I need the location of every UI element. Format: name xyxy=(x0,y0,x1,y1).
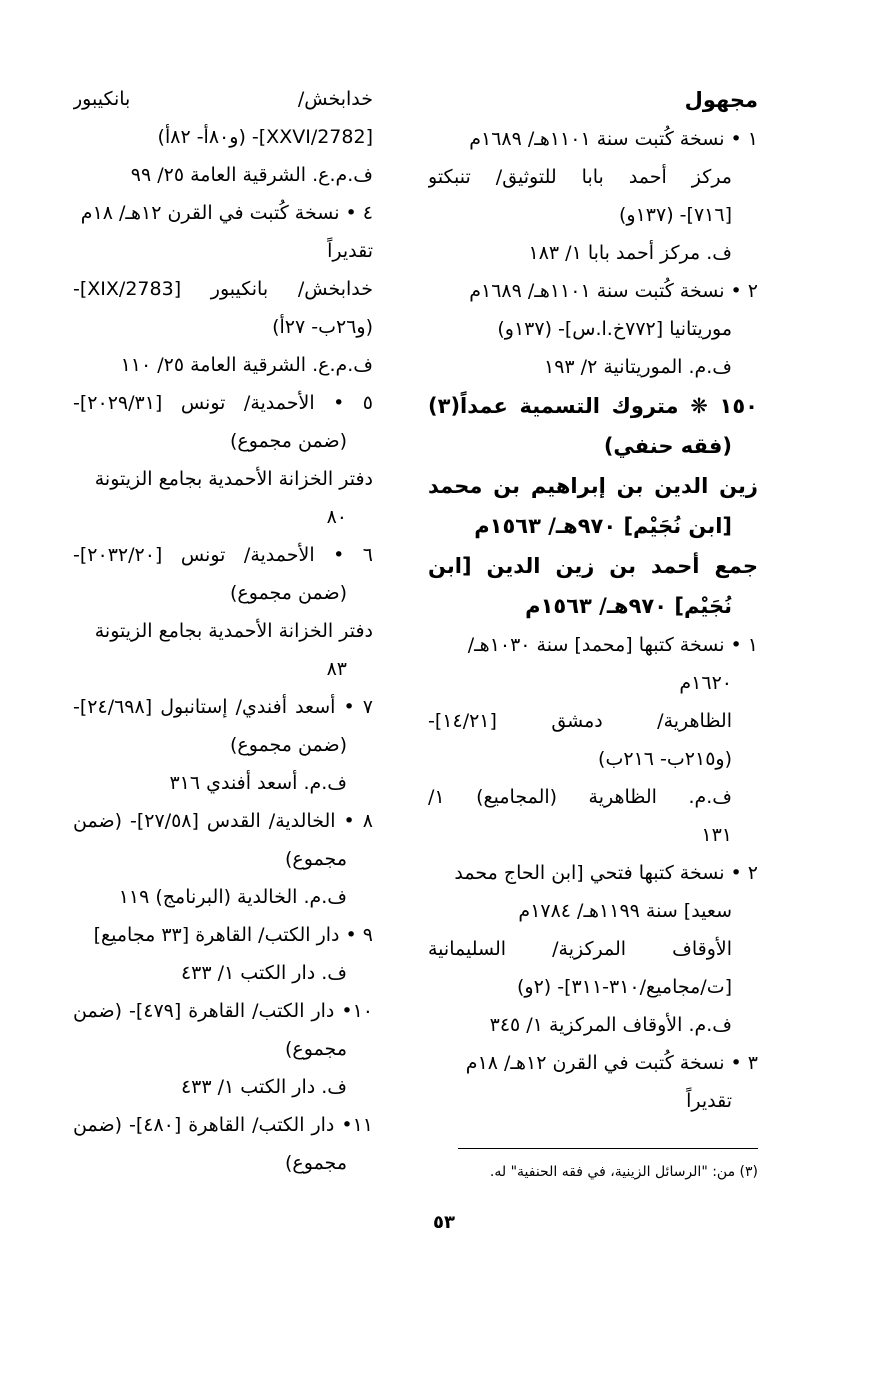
right-column-line: جمع أحمد بن زين الدين [ابن xyxy=(428,554,758,578)
right-column-line: مجهول xyxy=(684,88,758,112)
left-column-line: ف.م.ع. الشرقية العامة ٢٥/ ٩٩ xyxy=(130,164,373,186)
left-column-line: دفتر الخزانة الأحمدية بجامع الزيتونة xyxy=(94,468,373,490)
left-column-line: ٦ • الأحمدية/ تونس [٢٠٣٢/٢٠]- xyxy=(73,544,373,566)
left-column-line: ف. دار الكتب ١/ ٤٣٣ xyxy=(180,962,347,984)
right-column-line: نُجَيْم] ٩٧٠هـ/ ١٥٦٣م xyxy=(525,594,732,618)
right-column-line: (و٢١٥ب- ٢١٦ب) xyxy=(598,748,732,770)
right-column-line: الأوقاف المركزية/ السليمانية xyxy=(428,938,732,960)
right-column-line: ف.م. الموريتانية ٢/ ١٩٣ xyxy=(544,356,732,378)
left-column-line: مجموع) xyxy=(285,1038,347,1060)
right-column-line: زين الدين بن إبراهيم بن محمد xyxy=(428,474,758,498)
left-column-line: (ضمن مجموع) xyxy=(229,582,347,604)
right-column-line: ف. مركز أحمد بابا ١/ ١٨٣ xyxy=(528,242,732,264)
right-column-line: ١ • نسخة كُتبت سنة ١١٠١هـ/ ١٦٨٩م xyxy=(469,128,758,150)
left-column-line: ٥ • الأحمدية/ تونس [٢٠٢٩/٣١]- xyxy=(73,392,373,414)
footnote-separator xyxy=(458,1148,758,1149)
left-column-line: ف.م.ع. الشرقية العامة ٢٥/ ١١٠ xyxy=(120,354,373,376)
left-column-line: (و٢٦ب- ٢٧أ) xyxy=(272,316,373,338)
left-column xyxy=(73,80,373,1182)
right-column-line: موريتانيا [٧٧٢خ.ا.س]- (١٣٧و) xyxy=(497,318,732,340)
left-column-line: ٧ • أسعد أفندي/ إستانبول [٢٤/٦٩٨]- xyxy=(73,696,373,718)
right-column-line: ١٥٠ ❋ متروك التسمية عمداً(٣) xyxy=(428,394,758,418)
left-column-line: (ضمن مجموع) xyxy=(229,734,347,756)
left-column-line: خدابخش/ بانكيبور [2783/XIX]- xyxy=(73,278,373,300)
right-column-line: ف.م. الأوقاف المركزية ١/ ٣٤٥ xyxy=(489,1014,732,1036)
right-column-line: ٢ • نسخة كتبها فتحي [ابن الحاج محمد xyxy=(454,862,758,884)
right-column-line: مركز أحمد بابا للتوثيق/ تنبكتو xyxy=(428,166,732,188)
right-column-line: ٣ • نسخة كُتبت في القرن ١٢هـ/ ١٨م xyxy=(465,1052,758,1074)
right-column-line: ١٣١ xyxy=(701,824,732,846)
left-column-line: تقديراً xyxy=(327,240,373,262)
right-column-line: ١٦٢٠م xyxy=(679,672,732,694)
right-column-line: الظاهرية/ دمشق [١٤/٢١]- xyxy=(428,710,732,732)
right-column-line: [ت/مجاميع/٣١٠-٣١١]- (٢و) xyxy=(516,976,732,998)
left-column-line: ٩ • دار الكتب/ القاهرة [٣٣ مجاميع] xyxy=(93,924,373,946)
left-column-line: ١٠• دار الكتب/ القاهرة [٤٧٩]- (ضمن xyxy=(73,1000,373,1022)
right-column-line: تقديراً xyxy=(686,1090,732,1112)
right-column-line: ٢ • نسخة كُتبت سنة ١١٠١هـ/ ١٦٨٩م xyxy=(469,280,758,302)
left-column-line: (ضمن مجموع) xyxy=(229,430,347,452)
footnote: (٣) من: "الرسائل الزينية، في فقه الحنفية" له. xyxy=(489,1164,758,1180)
left-column-line: مجموع) xyxy=(285,848,347,870)
left-column-line: [2782/XXVI]- (و٨٠أ- ٨٢أ) xyxy=(157,126,373,148)
left-column-line: ف.م. أسعد أفندي ٣١٦ xyxy=(169,772,347,794)
left-column-line: ٤ • نسخة كُتبت في القرن ١٢هـ/ ١٨م xyxy=(80,202,373,224)
left-column-line: دفتر الخزانة الأحمدية بجامع الزيتونة xyxy=(94,620,373,642)
right-column-line: (فقه حنفي) xyxy=(603,434,732,458)
right-column-line: ١ • نسخة كتبها [محمد] سنة ١٠٣٠هـ/ xyxy=(467,634,758,656)
left-column-line: ف.م. الخالدية (البرنامج) ١١٩ xyxy=(118,886,347,908)
right-column xyxy=(428,80,758,1120)
right-column-line: سعيد] سنة ١١٩٩هـ/ ١٧٨٤م xyxy=(518,900,732,922)
left-column-line: ٨٠ xyxy=(326,506,347,528)
left-column-line: ٨٣ xyxy=(326,658,347,680)
left-column-line: ف. دار الكتب ١/ ٤٣٣ xyxy=(180,1076,347,1098)
right-column-line: ف.م. الظاهرية (المجاميع) ١/ xyxy=(428,786,732,808)
left-column-line: ٨ • الخالدية/ القدس [٢٧/٥٨]- (ضمن xyxy=(73,810,373,832)
left-column-line: خدابخش/ بانكيبور xyxy=(73,88,373,110)
left-column-line: مجموع) xyxy=(285,1152,347,1174)
left-column-line: ١١• دار الكتب/ القاهرة [٤٨٠]- (ضمن xyxy=(73,1114,373,1136)
right-column-line: [٧١٦]- (١٣٧و) xyxy=(619,204,732,226)
right-column-line: [ابن نُجَيْم] ٩٧٠هـ/ ١٥٦٣م xyxy=(474,514,732,538)
page-number: ٥٣ xyxy=(433,1212,455,1233)
